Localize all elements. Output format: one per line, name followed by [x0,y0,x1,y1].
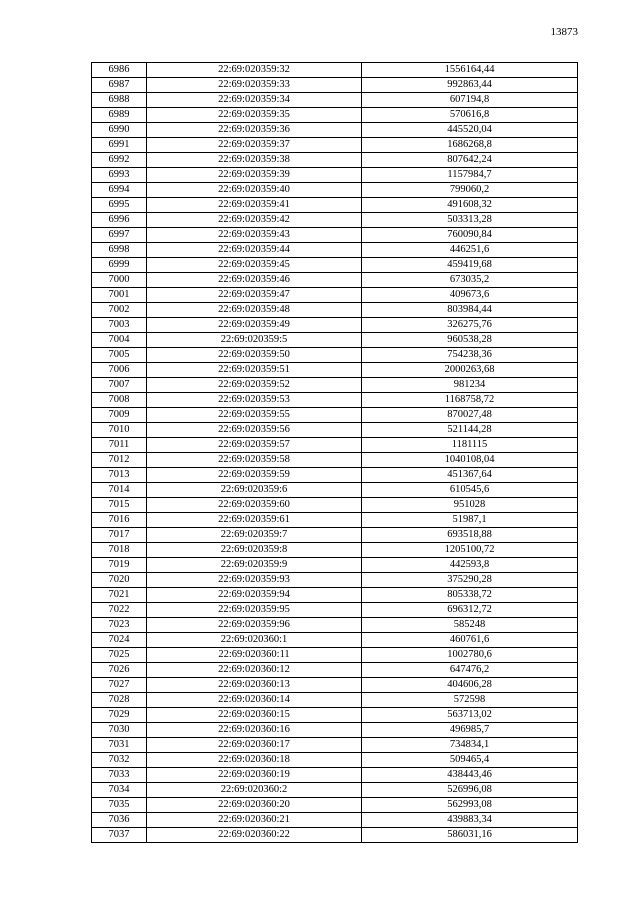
cadastral-number-cell: 22:69:020359:43 [147,228,362,243]
cadastral-number-cell: 22:69:020359:35 [147,108,362,123]
value-cell: 459419,68 [362,258,578,273]
cadastral-number-cell: 22:69:020359:61 [147,513,362,528]
row-number-cell: 7010 [92,423,147,438]
table-row [92,378,578,393]
value-cell: 451367,64 [362,468,578,483]
value-cell: 570616,8 [362,108,578,123]
value-cell: 562993,08 [362,798,578,813]
value-cell: 585248 [362,618,578,633]
value-cell: 526996,08 [362,783,578,798]
value-cell: 696312,72 [362,603,578,618]
table-row [92,108,578,123]
table-row [92,498,578,513]
cadastral-number-cell: 22:69:020359:94 [147,588,362,603]
row-number-cell: 7037 [92,828,147,843]
row-number-cell: 7016 [92,513,147,528]
table-row [92,303,578,318]
row-number-cell: 6988 [92,93,147,108]
row-number-cell: 7031 [92,738,147,753]
value-cell: 807642,24 [362,153,578,168]
table-row [92,693,578,708]
cadastral-number-cell: 22:69:020359:32 [147,63,362,78]
value-cell: 1002780,6 [362,648,578,663]
value-cell: 1040108,04 [362,453,578,468]
row-number-cell: 6997 [92,228,147,243]
cadastral-number-cell: 22:69:020360:16 [147,723,362,738]
cadastral-number-cell: 22:69:020359:53 [147,393,362,408]
cadastral-number-cell: 22:69:020359:47 [147,288,362,303]
row-number-cell: 7028 [92,693,147,708]
table-row [92,513,578,528]
row-number-cell: 7033 [92,768,147,783]
cadastral-number-cell: 22:69:020359:45 [147,258,362,273]
cadastral-number-cell: 22:69:020359:42 [147,213,362,228]
value-cell: 673035,2 [362,273,578,288]
cadastral-number-cell: 22:69:020360:17 [147,738,362,753]
cadastral-number-cell: 22:69:020359:60 [147,498,362,513]
value-cell: 446251,6 [362,243,578,258]
cadastral-number-cell: 22:69:020359:48 [147,303,362,318]
row-number-cell: 7003 [92,318,147,333]
row-number-cell: 7032 [92,753,147,768]
table-row [92,783,578,798]
table-row [92,648,578,663]
row-number-cell: 7004 [92,333,147,348]
value-cell: 563713,02 [362,708,578,723]
value-cell: 1686268,8 [362,138,578,153]
row-number-cell: 6987 [92,78,147,93]
row-number-cell: 7000 [92,273,147,288]
table-row [92,153,578,168]
value-cell: 491608,32 [362,198,578,213]
table-row [92,423,578,438]
value-cell: 754238,36 [362,348,578,363]
value-cell: 760090,84 [362,228,578,243]
value-cell: 693518,88 [362,528,578,543]
table-row [92,588,578,603]
cadastral-number-cell: 22:69:020360:2 [147,783,362,798]
table-row [92,483,578,498]
table-row [92,678,578,693]
value-cell: 375290,28 [362,573,578,588]
table-row [92,318,578,333]
row-number-cell: 7009 [92,408,147,423]
cadastral-number-cell: 22:69:020359:50 [147,348,362,363]
table-row [92,768,578,783]
row-number-cell: 7023 [92,618,147,633]
cadastral-number-cell: 22:69:020359:46 [147,273,362,288]
value-cell: 409673,6 [362,288,578,303]
row-number-cell: 7012 [92,453,147,468]
value-cell: 805338,72 [362,588,578,603]
value-cell: 647476,2 [362,663,578,678]
table-row [92,198,578,213]
value-cell: 610545,6 [362,483,578,498]
value-cell: 2000263,68 [362,363,578,378]
table-row [92,273,578,288]
row-number-cell: 6996 [92,213,147,228]
row-number-cell: 6986 [92,63,147,78]
table-row [92,348,578,363]
table-body [92,63,578,843]
cadastral-number-cell: 22:69:020359:38 [147,153,362,168]
row-number-cell: 7036 [92,813,147,828]
table-row [92,723,578,738]
value-cell: 509465,4 [362,753,578,768]
table-row [92,813,578,828]
cadastral-number-cell: 22:69:020359:59 [147,468,362,483]
table-row [92,408,578,423]
row-number-cell: 7013 [92,468,147,483]
table-row [92,603,578,618]
table-row [92,213,578,228]
table-row [92,333,578,348]
row-number-cell: 7029 [92,708,147,723]
cadastral-number-cell: 22:69:020359:7 [147,528,362,543]
table-row [92,288,578,303]
cadastral-number-cell: 22:69:020359:6 [147,483,362,498]
table-row [92,828,578,843]
cadastral-number-cell: 22:69:020359:9 [147,558,362,573]
table-row [92,78,578,93]
cadastral-number-cell: 22:69:020359:49 [147,318,362,333]
row-number-cell: 7035 [92,798,147,813]
cadastral-number-cell: 22:69:020359:95 [147,603,362,618]
page-number: 13873 [550,26,578,38]
row-number-cell: 6992 [92,153,147,168]
value-cell: 1181115 [362,438,578,453]
table-row [92,123,578,138]
cadastral-number-cell: 22:69:020360:21 [147,813,362,828]
value-cell: 51987,1 [362,513,578,528]
row-number-cell: 7030 [92,723,147,738]
cadastral-number-cell: 22:69:020359:96 [147,618,362,633]
row-number-cell: 7011 [92,438,147,453]
table-row [92,243,578,258]
table-row [92,543,578,558]
value-cell: 442593,8 [362,558,578,573]
table-row [92,468,578,483]
table-row [92,393,578,408]
cadastral-number-cell: 22:69:020360:13 [147,678,362,693]
value-cell: 960538,28 [362,333,578,348]
row-number-cell: 6991 [92,138,147,153]
table-row [92,63,578,78]
table-row [92,183,578,198]
cadastral-number-cell: 22:69:020360:11 [147,648,362,663]
row-number-cell: 7006 [92,363,147,378]
cadastral-number-cell: 22:69:020359:39 [147,168,362,183]
cadastral-number-cell: 22:69:020360:19 [147,768,362,783]
value-cell: 951028 [362,498,578,513]
cadastral-number-cell: 22:69:020360:18 [147,753,362,768]
row-number-cell: 6995 [92,198,147,213]
row-number-cell: 6998 [92,243,147,258]
value-cell: 326275,76 [362,318,578,333]
row-number-cell: 7018 [92,543,147,558]
value-cell: 1168758,72 [362,393,578,408]
cadastral-number-cell: 22:69:020359:36 [147,123,362,138]
cadastral-number-cell: 22:69:020359:8 [147,543,362,558]
row-number-cell: 7015 [92,498,147,513]
value-cell: 1205100,72 [362,543,578,558]
value-cell: 734834,1 [362,738,578,753]
cadastral-number-cell: 22:69:020359:40 [147,183,362,198]
value-cell: 586031,16 [362,828,578,843]
table-row [92,528,578,543]
cadastral-number-cell: 22:69:020359:57 [147,438,362,453]
value-cell: 404606,28 [362,678,578,693]
table-row [92,228,578,243]
table-row [92,558,578,573]
value-cell: 460761,6 [362,633,578,648]
cadastral-number-cell: 22:69:020360:14 [147,693,362,708]
cadastral-number-cell: 22:69:020359:41 [147,198,362,213]
table-row [92,438,578,453]
value-cell: 572598 [362,693,578,708]
row-number-cell: 7026 [92,663,147,678]
row-number-cell: 6994 [92,183,147,198]
row-number-cell: 7005 [92,348,147,363]
row-number-cell: 7021 [92,588,147,603]
value-cell: 1556164,44 [362,63,578,78]
data-table [91,62,578,843]
value-cell: 1157984,7 [362,168,578,183]
table-row [92,573,578,588]
table-row [92,258,578,273]
table-row [92,138,578,153]
row-number-cell: 6993 [92,168,147,183]
cadastral-number-cell: 22:69:020360:20 [147,798,362,813]
table-row [92,663,578,678]
value-cell: 607194,8 [362,93,578,108]
value-cell: 503313,28 [362,213,578,228]
cadastral-number-cell: 22:69:020360:22 [147,828,362,843]
row-number-cell: 7017 [92,528,147,543]
row-number-cell: 7034 [92,783,147,798]
row-number-cell: 7025 [92,648,147,663]
row-number-cell: 7002 [92,303,147,318]
cadastral-number-cell: 22:69:020359:33 [147,78,362,93]
row-number-cell: 6999 [92,258,147,273]
value-cell: 803984,44 [362,303,578,318]
cadastral-number-cell: 22:69:020359:52 [147,378,362,393]
cadastral-number-cell: 22:69:020359:51 [147,363,362,378]
row-number-cell: 7027 [92,678,147,693]
row-number-cell: 7022 [92,603,147,618]
row-number-cell: 7020 [92,573,147,588]
cadastral-number-cell: 22:69:020359:37 [147,138,362,153]
cadastral-number-cell: 22:69:020359:55 [147,408,362,423]
table-row [92,738,578,753]
cadastral-number-cell: 22:69:020359:58 [147,453,362,468]
row-number-cell: 6989 [92,108,147,123]
value-cell: 870027,48 [362,408,578,423]
cadastral-number-cell: 22:69:020360:15 [147,708,362,723]
value-cell: 992863,44 [362,78,578,93]
value-cell: 981234 [362,378,578,393]
row-number-cell: 7001 [92,288,147,303]
cadastral-number-cell: 22:69:020360:1 [147,633,362,648]
row-number-cell: 7024 [92,633,147,648]
table-row [92,633,578,648]
row-number-cell: 7008 [92,393,147,408]
row-number-cell: 7019 [92,558,147,573]
table-row [92,798,578,813]
value-cell: 438443,46 [362,768,578,783]
value-cell: 496985,7 [362,723,578,738]
row-number-cell: 6990 [92,123,147,138]
value-cell: 799060,2 [362,183,578,198]
table-row [92,453,578,468]
table-row [92,363,578,378]
value-cell: 521144,28 [362,423,578,438]
table-row [92,618,578,633]
row-number-cell: 7014 [92,483,147,498]
cadastral-number-cell: 22:69:020359:44 [147,243,362,258]
table-row [92,708,578,723]
table-row [92,753,578,768]
cadastral-number-cell: 22:69:020359:56 [147,423,362,438]
table-row [92,168,578,183]
cadastral-number-cell: 22:69:020359:34 [147,93,362,108]
cadastral-number-cell: 22:69:020359:5 [147,333,362,348]
cadastral-number-cell: 22:69:020359:93 [147,573,362,588]
row-number-cell: 7007 [92,378,147,393]
table-row [92,93,578,108]
value-cell: 445520,04 [362,123,578,138]
value-cell: 439883,34 [362,813,578,828]
cadastral-number-cell: 22:69:020360:12 [147,663,362,678]
